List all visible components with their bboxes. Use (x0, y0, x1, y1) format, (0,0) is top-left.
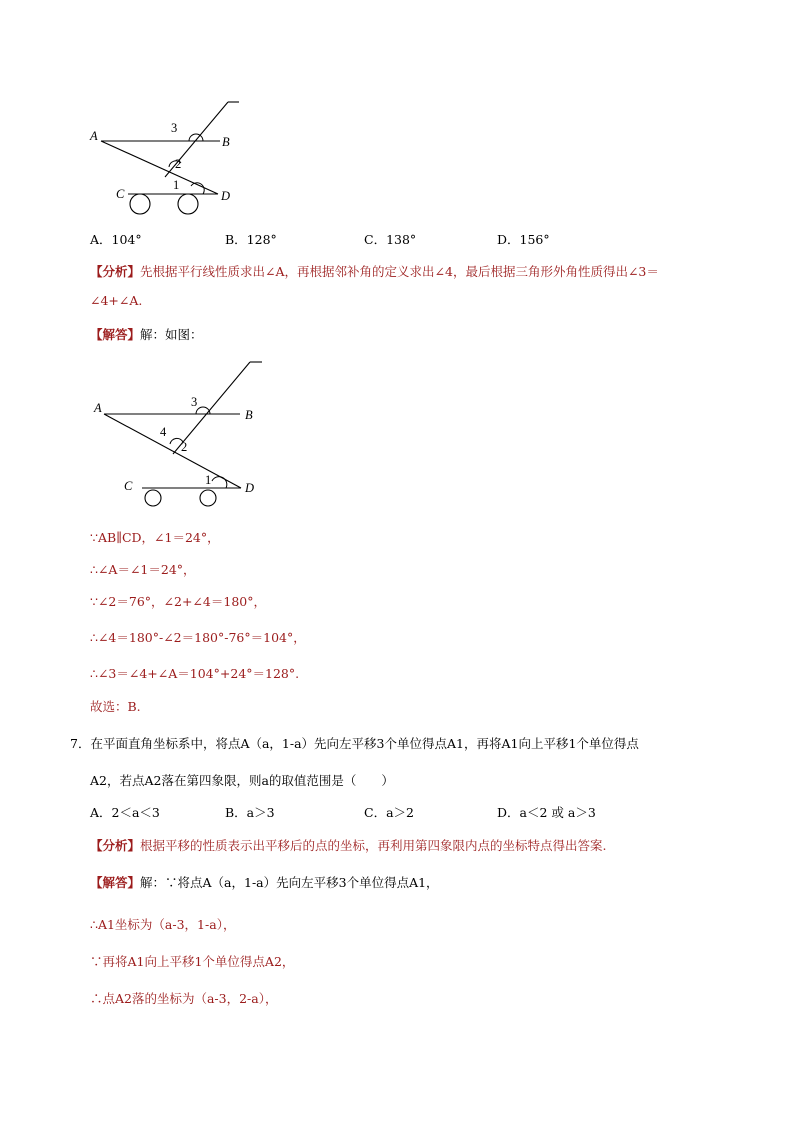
final-choice: 故选：B. (90, 699, 141, 714)
solution-step-1: ∵AB∥CD，∠1＝24°， (90, 530, 220, 545)
solution-7-step-1: ∴A1坐标为（a-3，1-a）， (90, 917, 236, 932)
analysis-1-line-1 (90, 262, 659, 280)
analysis-1-line-2: ∠4+∠A. (90, 293, 143, 308)
answer-text: 解：∵将点A（a，1-a）先向左平移3个单位得点A1， (140, 875, 439, 890)
option-a: A．2＜a＜3 (90, 805, 160, 820)
solution-step-4: ∴∠4＝180°-∠2＝180°-76°＝104°， (90, 630, 306, 645)
angle-1-label: 1 (173, 178, 180, 192)
point-a-label: A (90, 129, 98, 143)
angle-2-label: 2 (181, 440, 188, 454)
point-b-label: B (222, 135, 230, 149)
option-c: C．138° (364, 232, 417, 247)
answer-tag: 【解答】 (90, 327, 141, 342)
analysis-text: 先根据平行线性质求出∠A，再根据邻补角的定义求出∠4，最后根据三角形外角性质得出∠3＝ (140, 264, 659, 279)
point-d-label: D (221, 189, 231, 203)
point-a-label: A (94, 401, 102, 415)
analysis-text: 根据平移的性质表示出平移后的点的坐标，再利用第四象限内点的坐标特点得出答案. (140, 838, 607, 853)
analysis-tag: 【分析】 (90, 264, 141, 279)
solution-step-3: ∵∠2＝76°，∠2+∠4＝180°， (90, 594, 266, 609)
angle-2-label: 2 (175, 157, 182, 171)
option-b: B．a＞3 (225, 805, 275, 820)
solution-7-step-3: ∴点A2落的坐标为（a-3，2-a）， (90, 991, 278, 1006)
option-d: D．a＜2 或 a＞3 (497, 805, 596, 820)
question-7-line-1: 7．在平面直角坐标系中，将点A（a，1-a）先向左平移3个单位得点A1，再将A1向上平移1个单位得点 (70, 736, 639, 751)
point-b-label: B (245, 408, 253, 422)
angle-3-label: 3 (171, 121, 178, 135)
angle-3-label: 3 (191, 395, 198, 409)
analysis-7 (90, 836, 607, 854)
option-d: D．156° (497, 232, 550, 247)
option-b: B．128° (225, 232, 277, 247)
angle-1-label: 1 (205, 473, 212, 487)
answer-tag: 【解答】 (90, 875, 141, 890)
angle-4-label: 4 (160, 425, 167, 439)
figure-2 (90, 355, 280, 510)
figure-1 (85, 95, 255, 220)
solution-7-step-2: ∵再将A1向上平移1个单位得点A2， (90, 954, 295, 969)
answer-text: 解：如图： (140, 327, 203, 342)
option-c: C．a＞2 (364, 805, 414, 820)
solution-step-5: ∴∠3＝∠4+∠A＝104°+24°＝128°. (90, 666, 300, 681)
option-a: A．104° (90, 232, 142, 247)
question-7-line-2: A2，若点A2落在第四象限，则a的取值范围是（ ） (90, 773, 394, 788)
point-d-label: D (245, 481, 255, 495)
solution-step-2: ∴∠A＝∠1＝24°， (90, 562, 196, 577)
point-c-label: C (116, 187, 125, 201)
answer-7-heading (90, 873, 439, 891)
answer-1-heading (90, 325, 203, 343)
analysis-tag: 【分析】 (90, 838, 141, 853)
point-c-label: C (124, 479, 133, 493)
